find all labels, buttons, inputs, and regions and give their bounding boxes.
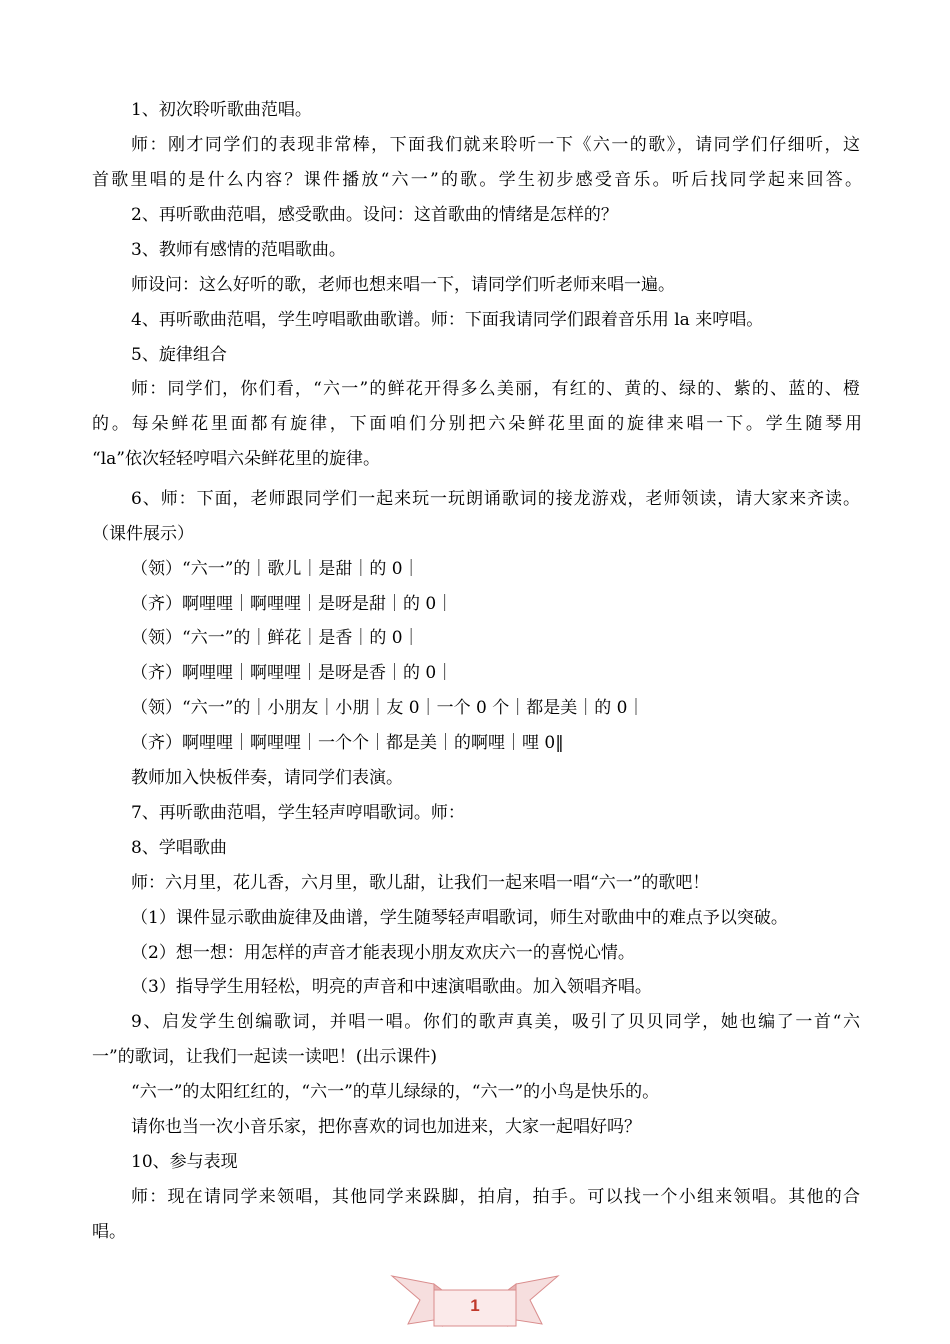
paragraph-line: 的。每朵鲜花里面都有旋律，下面咱们分别把六朵鲜花里面的旋律来唱一下。学生随琴用 <box>92 414 862 434</box>
paragraph-line: （1）课件显示歌曲旋律及曲谱，学生随琴轻声唱歌词，师生对歌曲中的难点予以突破。 <box>131 908 788 928</box>
paragraph-line: 师设问：这么好听的歌，老师也想来唱一下，请同学们听老师来唱一遍。 <box>131 275 675 295</box>
paragraph-line: 教师加入快板伴奏，请同学们表演。 <box>131 768 403 788</box>
paragraph-line: 请你也当一次小音乐家，把你喜欢的词也加进来，大家一起唱好吗？ <box>131 1117 641 1137</box>
paragraph-line: （2）想一想：用怎样的声音才能表现小朋友欢庆六一的喜悦心情。 <box>131 943 635 963</box>
page-number: 1 <box>470 1296 480 1315</box>
page-number-ribbon <box>390 1270 560 1330</box>
paragraph-line: 5、旋律组合 <box>131 345 227 365</box>
lyric-line: （齐）啊哩哩｜啊哩哩｜一个个｜都是美｜的啊哩｜哩 0‖ <box>131 733 564 753</box>
paragraph-line: 3、教师有感情的范唱歌曲。 <box>131 240 346 260</box>
paragraph-line: 10、参与表现 <box>131 1152 238 1172</box>
lyric-line: （领）“六一”的｜鲜花｜是香｜的 0｜ <box>131 628 420 648</box>
paragraph-line: 师：六月里，花儿香，六月里，歌儿甜，让我们一起来唱一唱“六一”的歌吧！ <box>131 873 710 893</box>
paragraph-line: 一”的歌词，让我们一起读一读吧！(出示课件) <box>92 1047 437 1067</box>
paragraph-line: 7、再听歌曲范唱，学生轻声哼唱歌词。师： <box>131 803 465 823</box>
paragraph-line: 6、师：下面，老师跟同学们一起来玩一玩朗诵歌词的接龙游戏，老师领读，请大家来齐读。 <box>131 489 860 509</box>
paragraph-line: 9、启发学生创编歌词，并唱一唱。你们的歌声真美，吸引了贝贝同学，她也编了一首“六 <box>131 1012 860 1032</box>
lyric-line: （齐）啊哩哩｜啊哩哩｜是呀是香｜的 0｜ <box>131 663 454 683</box>
paragraph-line: 首歌里唱的是什么内容？课件播放“六一”的歌。学生初步感受音乐。听后找同学起来回答。 <box>92 170 862 190</box>
paragraph-line: “六一”的太阳红红的，“六一”的草儿绿绿的，“六一”的小鸟是快乐的。 <box>131 1082 660 1102</box>
lyric-line: （领）“六一”的｜小朋友｜小朋｜友 0｜一个 0 个｜都是美｜的 0｜ <box>131 698 645 718</box>
paragraph-line: “la”依次轻轻哼唱六朵鲜花里的旋律。 <box>92 449 380 469</box>
paragraph-line: 4、再听歌曲范唱，学生哼唱歌曲歌谱。师：下面我请同学们跟着音乐用 la 来哼唱。 <box>131 310 764 330</box>
paragraph-line: （课件展示） <box>92 524 194 544</box>
paragraph-line: 唱。 <box>92 1222 126 1242</box>
lyric-line: （齐）啊哩哩｜啊哩哩｜是呀是甜｜的 0｜ <box>131 594 454 614</box>
paragraph-line: 1、初次聆听歌曲范唱。 <box>131 100 312 120</box>
paragraph-line: （3）指导学生用轻松，明亮的声音和中速演唱歌曲。加入领唱齐唱。 <box>131 977 652 997</box>
paragraph-line: 2、再听歌曲范唱，感受歌曲。设问：这首歌曲的情绪是怎样的？ <box>131 205 618 225</box>
paragraph-line: 师：刚才同学们的表现非常棒，下面我们就来聆听一下《六一的歌》，请同学们仔细听，这 <box>131 135 860 155</box>
paragraph-line: 8、学唱歌曲 <box>131 838 227 858</box>
lyric-line: （领）“六一”的｜歌儿｜是甜｜的 0｜ <box>131 559 420 579</box>
paragraph-line: 师：现在请同学来领唱，其他同学来跺脚，拍肩，拍手。可以找一个小组来领唱。其他的合 <box>131 1187 860 1207</box>
paragraph-line: 师：同学们，你们看，“六一”的鲜花开得多么美丽，有红的、黄的、绿的、紫的、蓝的、橙 <box>131 379 860 399</box>
